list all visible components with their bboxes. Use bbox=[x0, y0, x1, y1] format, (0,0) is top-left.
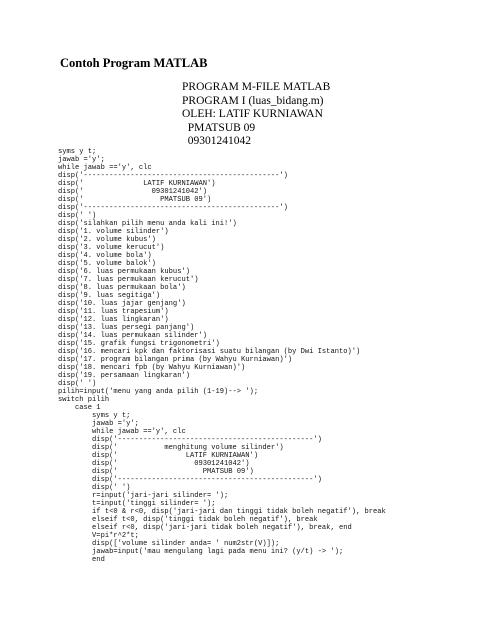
code-line: elseif r<0, disp('jari-jari tidak boleh negatif'), break, end bbox=[58, 524, 352, 532]
code-line: V=pi*r^2*t; bbox=[58, 532, 139, 540]
code-line: jawab ='y'; bbox=[58, 420, 139, 428]
matlab-code-listing bbox=[58, 148, 386, 564]
code-line: disp(' ') bbox=[58, 484, 131, 492]
code-line: while jawab =='y', clc bbox=[58, 164, 152, 172]
code-line: if t<0 & r<0, disp('jari-jari dan tinggi tidak boleh negatif'), break bbox=[58, 508, 386, 516]
header-line: OLEH: LATIF KURNIAWAN bbox=[182, 108, 323, 121]
code-line: disp(['volume silinder anda= ' num2str(V)]); bbox=[58, 540, 280, 548]
code-line: jawab=input('mau mengulang lagi pada menu ini? (y/t) -> '); bbox=[58, 548, 344, 556]
code-line: disp('2. volume kubus') bbox=[58, 236, 156, 244]
code-line: end bbox=[58, 556, 105, 564]
code-line: disp('19. persamaan lingkaran') bbox=[58, 372, 190, 380]
code-line: disp('----------------------------------------------') bbox=[58, 204, 288, 212]
code-line: elseif t<0, disp('tinggi tidak boleh negatif'), break bbox=[58, 516, 318, 524]
code-line: disp('1. volume silinder') bbox=[58, 228, 169, 236]
program-header bbox=[182, 81, 330, 149]
code-line: disp('----------------------------------------------') bbox=[58, 436, 322, 444]
code-line: disp(' LATIF KURNIAWAN') bbox=[58, 180, 216, 188]
code-line: disp(' PMATSUB 09') bbox=[58, 468, 254, 476]
code-line: disp('silahkan pilih menu anda kali ini!') bbox=[58, 220, 237, 228]
header-line: PMATSUB 09 bbox=[182, 121, 256, 134]
code-line: jawab ='y'; bbox=[58, 156, 105, 164]
code-line: disp('18. mencari fpb (by Wahyu Kurniawan)') bbox=[58, 364, 246, 372]
code-line: disp('----------------------------------------------') bbox=[58, 172, 288, 180]
code-line: disp('8. luas permukaan bola') bbox=[58, 284, 186, 292]
code-line: disp('6. luas permukaan kubus') bbox=[58, 268, 190, 276]
code-line: switch pilih bbox=[58, 396, 110, 404]
code-line: disp('7. luas permukaan kerucut') bbox=[58, 276, 199, 284]
code-line: disp(' ') bbox=[58, 212, 97, 220]
code-line: syms y t; bbox=[58, 148, 97, 156]
code-line: disp('12. luas lingkaran') bbox=[58, 316, 169, 324]
code-line: disp('----------------------------------------------') bbox=[58, 476, 322, 484]
code-line: while jawab =='y', clc bbox=[58, 428, 186, 436]
code-line: disp('4. volume bola') bbox=[58, 252, 152, 260]
code-line: disp('10. luas jajar genjang') bbox=[58, 300, 186, 308]
code-line: disp('11. luas trapesium') bbox=[58, 308, 169, 316]
code-line: disp('15. grafik fungsi trigonometri') bbox=[58, 340, 220, 348]
code-line: disp('14. luas permukaan silinder') bbox=[58, 332, 207, 340]
code-line: disp(' ') bbox=[58, 380, 97, 388]
code-line: disp('17. program bilangan prima (by Wahyu Kurniawan)') bbox=[58, 356, 293, 364]
code-line: disp(' menghitung volume silinder') bbox=[58, 444, 284, 452]
code-line: disp('5. volume balok') bbox=[58, 260, 156, 268]
code-line: syms y t; bbox=[58, 412, 131, 420]
document-title: Contoh Program MATLAB bbox=[60, 56, 208, 70]
code-line: disp('16. mencari kpk dan faktorisasi suatu bilangan (by Dwi Istanto)') bbox=[58, 348, 361, 356]
code-line: disp('3. volume kerucut') bbox=[58, 244, 165, 252]
code-line: disp(' PMATSUB 09') bbox=[58, 196, 212, 204]
code-line: pilih=input('menu yang anda pilih (1-19)--> '); bbox=[58, 388, 259, 396]
code-line: r=input('jari-jari silinder= '); bbox=[58, 492, 229, 500]
header-line: 09301241042 bbox=[182, 135, 251, 148]
code-line: disp(' 09301241042') bbox=[58, 188, 207, 196]
code-line: t=input('tinggi silinder= '); bbox=[58, 500, 216, 508]
code-line: disp('13. luas persegi panjang') bbox=[58, 324, 195, 332]
code-line: disp('9. luas segitiga') bbox=[58, 292, 161, 300]
code-line: case 1 bbox=[58, 404, 101, 412]
code-line: disp(' 09301241042') bbox=[58, 460, 250, 468]
header-line: PROGRAM M-FILE MATLAB bbox=[182, 81, 331, 93]
header-line: PROGRAM I (luas_bidang.m) bbox=[182, 94, 324, 107]
code-line: disp(' LATIF KURNIAWAN') bbox=[58, 452, 259, 460]
